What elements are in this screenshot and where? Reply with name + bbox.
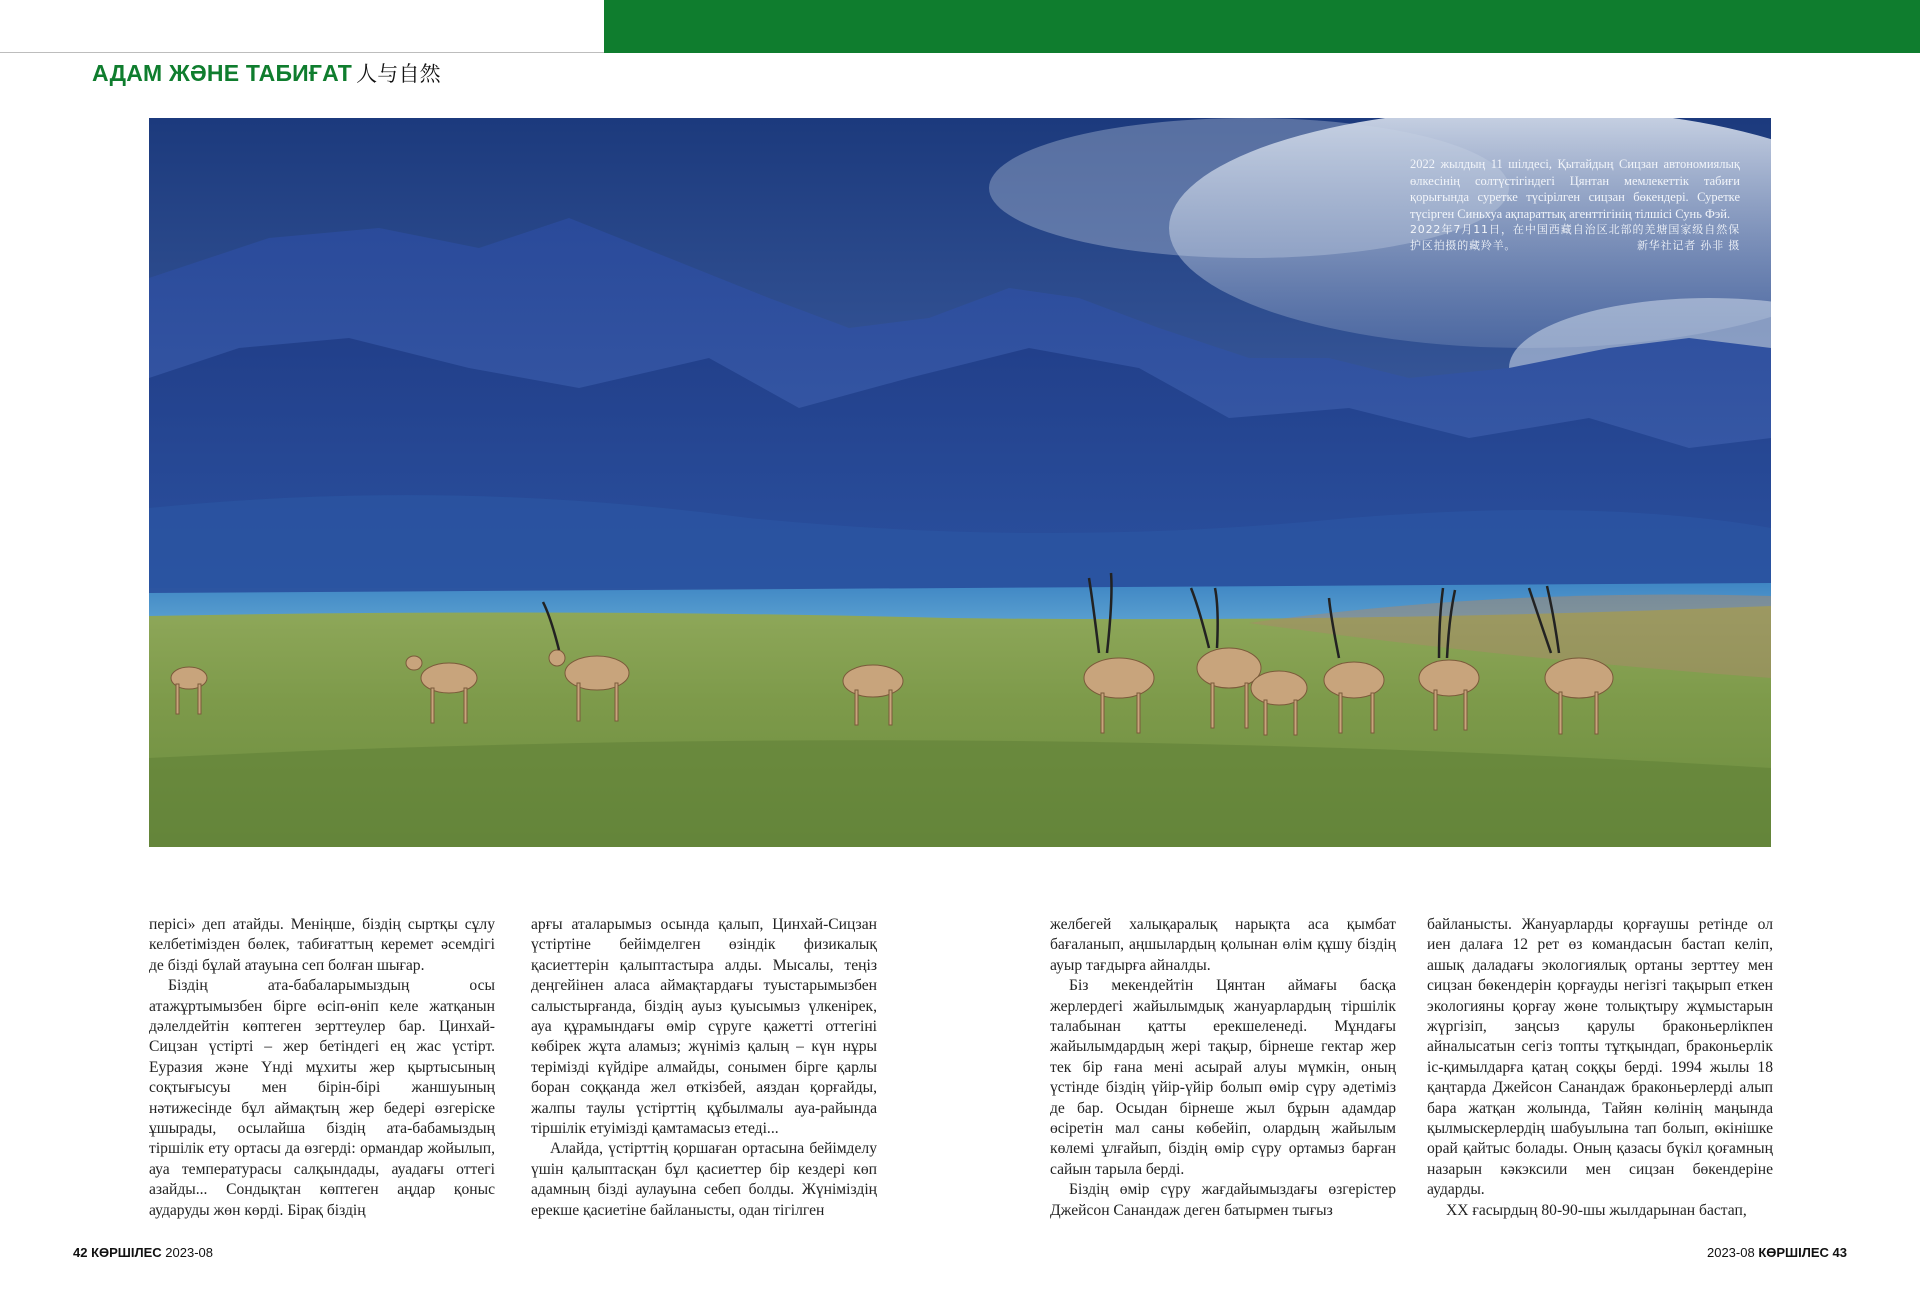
issue-left: 2023-08 bbox=[165, 1245, 214, 1260]
magazine-name-left: КӨРШІЛЕС bbox=[91, 1245, 162, 1260]
photo-caption bbox=[1410, 156, 1740, 254]
paragraph: XX ғасырдың 80-90-шы жылдарынан бастап, bbox=[1446, 1201, 1747, 1219]
paragraph: Алайда, үстірттің қоршаған ортасына бейімделу үшін қалыптасқан бұл қасиеттер бір кездері көп адамның бізді аулауына себеп болды. Жүніміздің ерекше қасиетіне байланысты, одан тігілген bbox=[531, 1140, 877, 1219]
page-number-right: 43 bbox=[1832, 1245, 1847, 1260]
page-number-left: 42 bbox=[73, 1245, 88, 1260]
footer-right bbox=[1707, 1245, 1847, 1260]
section-title-cn: 人与自然 bbox=[356, 62, 441, 86]
section-title bbox=[92, 58, 441, 88]
footer-left bbox=[73, 1245, 213, 1260]
header-green-bar bbox=[604, 0, 1920, 53]
magazine-name-right: КӨРШІЛЕС bbox=[1758, 1245, 1829, 1260]
caption-chinese bbox=[1410, 222, 1740, 254]
paragraph: Біздің ата-бабаларымыздың осы атажұртымызбен бірге өсіп-өніп келе жатқанын дәлелдейтін көптеген зерттеулер бар. Цинхай-Сицзан үстірті – жер бетіндегі ең жас үстірт. Еуразия және Үнді мұхиты жер қыртысының соқтығысуы мен бірін-бірі жаншуының нәтижесінде бұл аймақтың жер бедері өзгеріске ұшырады, осылайша біздің ата-бабамыздың тіршілік ету ортасы да өзгерді: ормандар жойылып, ауа температурасы салқындады, ауадағы оттегі азайды... Сондықтан көптеген аңдар қоныс аударуды жөн көрді. Бірақ біздің bbox=[149, 977, 495, 1219]
paragraph: Біздің өмір сүру жағдайымыздағы өзгерістер Джейсон Санандаж деген батырмен тығыз bbox=[1050, 1181, 1396, 1219]
text-column-3 bbox=[1050, 915, 1396, 1219]
caption-chinese-text: 2022年7月11日，在中国西藏自治区北部的羌塘国家级自然保护区拍摄的藏羚羊。 bbox=[1410, 223, 1740, 252]
text-column-1 bbox=[149, 915, 495, 1219]
section-title-kz: АДАМ ЖӘНЕ ТАБИҒАТ bbox=[92, 60, 353, 86]
paragraph: байланысты. Жануарларды қорғаушы ретінде ол иен далаға 12 рет өз командасын бастап келіп, ашық даладағы экологиялық ортаны зерттеу мен сицзан бөкендерін қорғауды негізгі тақырып еткен экологияны қорғау жөне толықтыру жұмыстарын жүргізіп, заңсыз қарулы браконьерлікпен айналысатын сегіз топты тұтқындап, браконьерлік іс-қимылдарға қатаң соққы берді. 1994 жылы 18 қаңтарда Джейсон Санандаж браконьерлерді алып бара жатқан жолында, Тайян көлінің маңында қылмыскерлердің шабуылына тап болып, өкінішке орай қайтыс болады. Оның қазасы бүкіл қоғамның назарын кәкэксили мен сицзан бөкендеріне аударды. bbox=[1427, 916, 1773, 1199]
paragraph: арғы аталарымыз осында қалып, Цинхай-Сицзан үстіртіне бейімделген өзіндік физикалық қасиеттерін қалыптастыра алды. Мысалы, теңіз деңгейінен аласа аймақтардағы туыстарымызбен салыстырғанда, біздің ауыз қуысымыз үлкенірек, ауа құрамындағы өмір сүруге қажетті оттегіні көбірек жұта аламыз; жүніміз қалың – күн нұры терімізді күйдіре алмайды, сонымен бірге қарлы боран соққанда жел өткізбей, аяздан қорғайды, жалпы таулы үстірттің құбылмалы ауа-райында тіршілік етуімізді қамтамасыз етеді... bbox=[531, 916, 877, 1138]
caption-kazakh: 2022 жылдың 11 шілдесі, Қытайдың Сицзан автономиялық өлкесінің солтүстігіндегі Цянтан мемлекеттік табиғи қорығында суретке түсірілген сицзан бөкендері. Суретке түсірген Синьхуа ақпараттық агенттігінің тілшісі Сунь Фэй. bbox=[1410, 157, 1740, 221]
paragraph: желбегей халықаралық нарықта аса қымбат бағаланып, аңшылардың қолынан өлім құшу біздің ауыр тағдырға айналды. bbox=[1050, 916, 1396, 974]
header-rule bbox=[0, 52, 604, 53]
issue-right: 2023-08 bbox=[1706, 1245, 1755, 1260]
paragraph: Біз мекендейтін Цянтан аймағы басқа жерлердегі жайылымдық жануарлардың тіршілік талабынан қатты ерекшеленеді. Мұндағы жайылымдардың жері тақыр, бірнеше гектар жер тек бір ғана мені асырай алуы мүмкін, оның үстінде біздің үйір-үйір болып өмір сүру әдетіміз де бар. Осыдан бірнеше жыл бұрын адамдар өсіретін мал саны көбейіп, олардың жайылым көлемі ұлғайып, біздің өмір сүру ортамыз барған сайын тарыла берді. bbox=[1050, 977, 1396, 1178]
text-column-4 bbox=[1427, 915, 1773, 1219]
text-column-2 bbox=[531, 915, 877, 1219]
paragraph: перісі» деп атайды. Меніңше, біздің сыртқы сұлу келбетімізден бөлек, табиғаттың керемет әсемдігі де бізді бұлай атауына сеп болған шығар. bbox=[149, 916, 495, 974]
photo-credit: 新华社记者 孙非 摄 bbox=[1637, 239, 1740, 252]
